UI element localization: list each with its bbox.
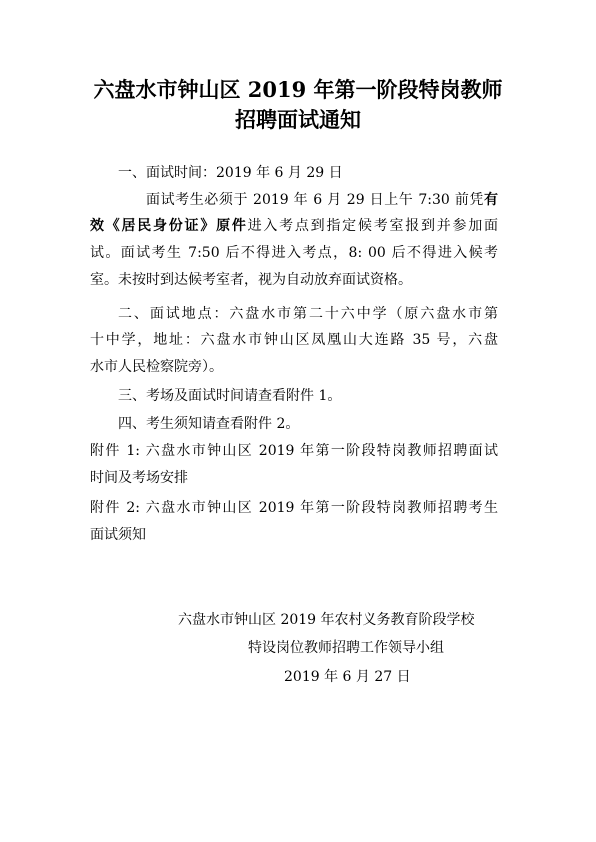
section-1-paragraph-text: 面试考生必须于 2019 年 6 月 29 日上午 7:30 前凭 <box>146 192 484 208</box>
section-2-line-3: 水市人民检察院旁）。 <box>90 359 223 375</box>
section-1-paragraph-line-3: 试。面试考生 7:50 后不得进入考点，8: 00 后不得进入候考 <box>90 245 498 261</box>
id-card-requirement: 效《居民身份证》原件 <box>90 218 248 234</box>
section-1-paragraph-line-1 <box>146 190 498 210</box>
signature-organization-line-1: 六盘水市钟山区 2019 年农村义务教育阶段学校 <box>178 612 475 628</box>
signature-organization-line-2: 特设岗位教师招聘工作领导小组 <box>248 640 444 656</box>
section-1-paragraph-line-2 <box>90 216 498 236</box>
section-1-heading: 一、面试时间：2019 年 6 月 29 日 <box>118 165 343 181</box>
section-4: 四、考生须知请查看附件 2。 <box>118 416 300 432</box>
attachment-2-line-1: 附件 2: 六盘水市钟山区 2019 年第一阶段特岗教师招聘考生 <box>90 500 498 516</box>
section-1-paragraph-bold: 有 <box>484 192 498 208</box>
document-title-line-1: 六盘水市钟山区 2019 年第一阶段特岗教师 <box>93 77 503 102</box>
section-2-line-1: 二、面试地点：六盘水市第二十六中学（原六盘水市第 <box>118 306 498 322</box>
section-2-line-2: 十中学，地址：六盘水市钟山区凤凰山大连路 35 号，六盘 <box>90 332 498 348</box>
section-1-paragraph-text: 进入考点到指定候考室报到并参加面 <box>247 218 499 234</box>
attachment-1-line-2: 时间及考场安排 <box>90 470 188 486</box>
section-1-paragraph-line-4: 室。未按时到达候考室者，视为自动放弃面试资格。 <box>90 272 412 288</box>
signature-date: 2019 年 6 月 27 日 <box>284 669 411 685</box>
attachment-1-line-1: 附件 1: 六盘水市钟山区 2019 年第一阶段特岗教师招聘面试 <box>90 443 498 459</box>
attachment-2-line-2: 面试须知 <box>90 527 146 543</box>
document-title-line-2: 招聘面试通知 <box>235 107 361 132</box>
section-3: 三、考场及面试时间请查看附件 1。 <box>118 388 342 404</box>
